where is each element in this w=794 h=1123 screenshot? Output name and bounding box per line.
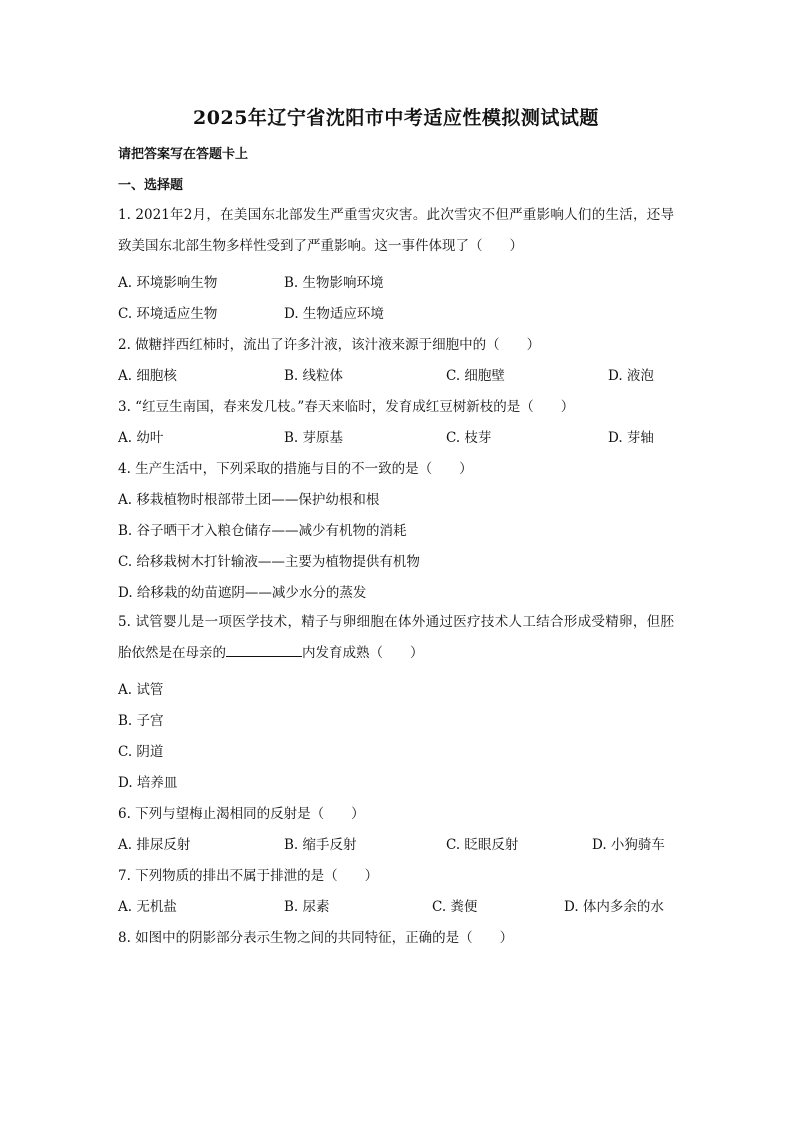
question-1-options-row-2	[118, 304, 674, 324]
exam-page	[118, 103, 674, 948]
question-5-stem	[118, 607, 674, 669]
question-1-options-row-1	[118, 273, 674, 293]
question-4-stem: 4. 生产生活中，下列采取的措施与目的不一致的是（ ）	[118, 461, 473, 477]
question-3-options	[118, 428, 674, 448]
answer-blank	[226, 642, 302, 657]
question-2-stem: 2. 做糖拌西红柿时，流出了许多汁液，该汁液来源于细胞中的（ ）	[118, 337, 541, 353]
question-5-stem-after: 内发育成熟（ ）	[302, 645, 424, 661]
question-1-option-c: C. 环境适应生物	[118, 306, 218, 322]
question-6-option-d: D. 小狗骑车	[592, 837, 665, 853]
question-8-stem: 8. 如图中的阴影部分表示生物之间的共同特征，正确的是（ ）	[118, 930, 514, 946]
question-4-option-b: B. 谷子晒干才入粮仓储存——减少有机物的消耗	[118, 523, 407, 539]
question-2-option-b: B. 线粒体	[284, 368, 344, 384]
question-7-options	[118, 897, 674, 917]
question-3-option-b: B. 芽原基	[284, 430, 344, 446]
question-2-option-c: C. 细胞壁	[446, 368, 505, 384]
question-7-option-b: B. 尿素	[284, 899, 330, 915]
question-3-stem: 3. “红豆生南国，春来发几枝。”春天来临时，发育成红豆树新枝的是（ ）	[118, 399, 575, 415]
question-6-option-c: C. 眨眼反射	[446, 837, 519, 853]
question-7-option-c: C. 粪便	[432, 899, 478, 915]
question-3-option-c: C. 枝芽	[446, 430, 492, 446]
question-3-option-d: D. 芽轴	[608, 430, 654, 446]
question-6-options	[118, 835, 674, 855]
question-7-option-a: A. 无机盐	[118, 899, 177, 915]
question-5-option-d: D. 培养皿	[118, 775, 178, 791]
question-7-option-d: D. 体内多余的水	[564, 899, 664, 915]
question-1-stem: 1. 2021年2月，在美国东北部发生严重雪灾灾害。此次雪灾不但严重影响人们的生活，还导致美国东北部生物多样性受到了严重影响。这一事件体现了（ ）	[118, 207, 674, 254]
question-3-option-a: A. 幼叶	[118, 430, 164, 446]
question-2-options	[118, 366, 674, 386]
question-5-option-a: A. 试管	[118, 682, 164, 698]
question-7-stem: 7. 下列物质的排出不属于排泄的是（ ）	[118, 868, 379, 884]
question-2-option-a: A. 细胞核	[118, 368, 177, 384]
question-4-option-a: A. 移栽植物时根部带土团——保护幼根和根	[118, 492, 380, 508]
question-1-option-d: D. 生物适应环境	[284, 306, 384, 322]
question-1-option-b: B. 生物影响环境	[284, 275, 384, 291]
page-title: 2025年辽宁省沈阳市中考适应性模拟测试试题	[193, 107, 599, 129]
question-5-option-c: C. 阴道	[118, 744, 164, 760]
question-6-option-b: B. 缩手反射	[284, 837, 357, 853]
question-5-option-b: B. 子宫	[118, 713, 164, 729]
instruction-note: 请把答案写在答题卡上	[118, 147, 249, 162]
question-4-option-d: D. 给移栽的幼苗遮阴——减少水分的蒸发	[118, 585, 367, 601]
question-6-stem: 6. 下列与望梅止渴相同的反射是（ ）	[118, 806, 365, 822]
question-2-option-d: D. 液泡	[608, 368, 654, 384]
section-heading: 一、选择题	[118, 178, 184, 193]
question-1-option-a: A. 环境影响生物	[118, 275, 218, 291]
question-6-option-a: A. 排尿反射	[118, 837, 191, 853]
question-4-option-c: C. 给移栽树木打针输液——主要为植物提供有机物	[118, 554, 420, 570]
question-5-stem-before: 5. 试管婴儿是一项医学技术，精子与卵细胞在体外通过医疗技术人工结合形成受精卵，但胚胎依然是在母亲的	[118, 614, 674, 661]
